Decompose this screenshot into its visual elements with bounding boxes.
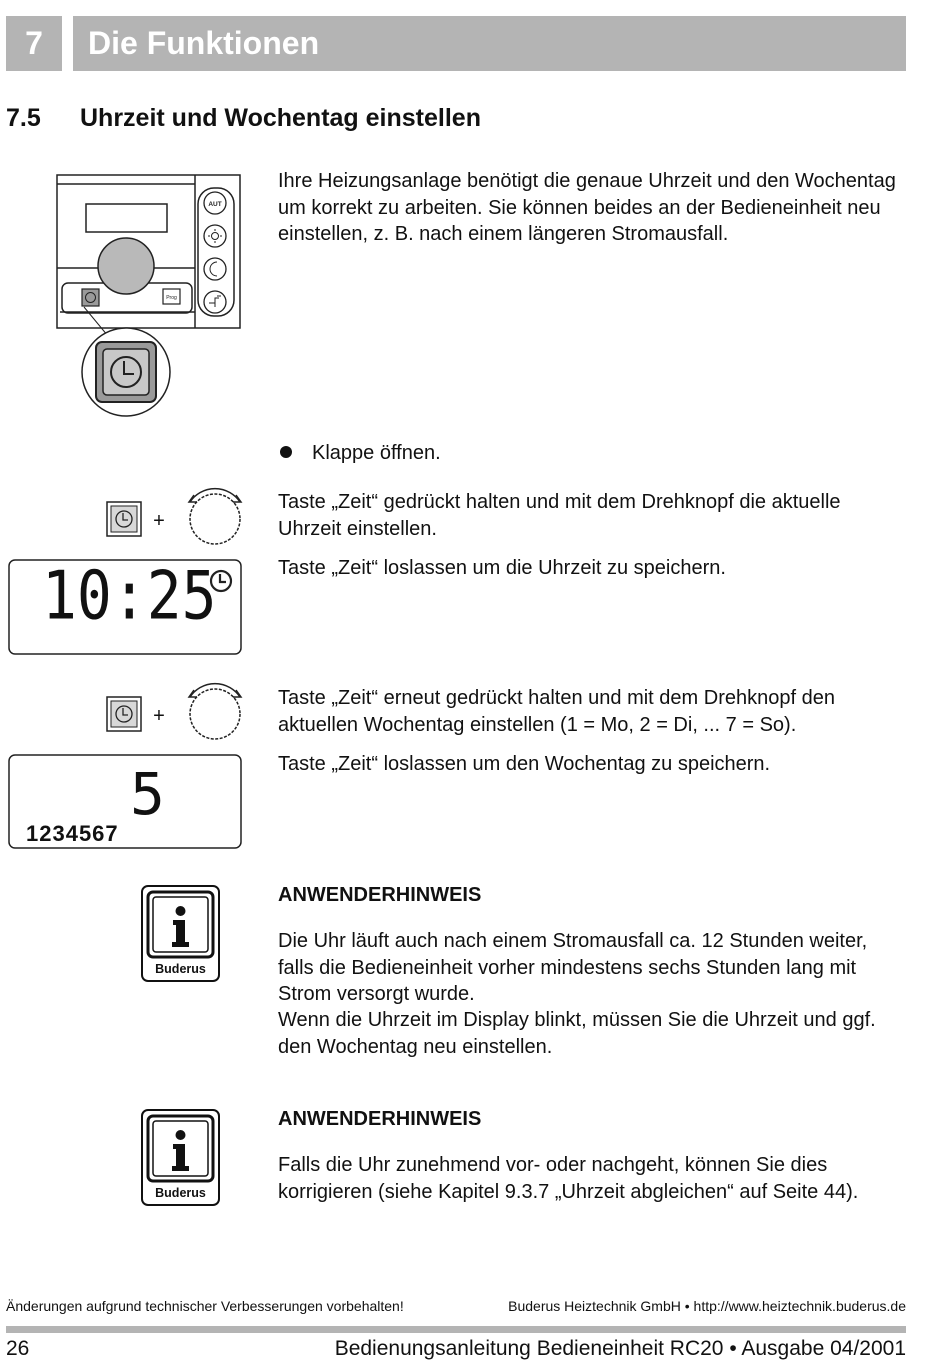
note2-text: Falls die Uhr zunehmend vor- oder nachgeht, können Sie dies korrigieren (siehe Kapitel 9.3.7 „Uhrzeit abgleichen“ auf Seite 44).: [278, 1154, 859, 1203]
plus-sign: +: [153, 510, 165, 532]
plus-sign-2: +: [153, 705, 165, 727]
weekday-row: 1234567: [26, 821, 119, 846]
buderus-logo-text-1: Buderus: [155, 962, 206, 976]
prog-label: Prog: [166, 295, 177, 301]
note2-heading: ANWENDERHINWEIS: [278, 1108, 482, 1130]
step2-text-release: Taste „Zeit“ loslassen um die Uhrzeit zu speichern.: [278, 557, 726, 579]
footer-document: Bedienungsanleitung Bedieneinheit RC20 • Ausgabe 04/2001: [334, 1337, 906, 1360]
time-display-value: 10:25: [42, 556, 217, 635]
step3-text-release: Taste „Zeit“ loslassen um den Wochentag zu speichern.: [278, 753, 771, 775]
section-title: Uhrzeit und Wochentag einstellen: [80, 104, 481, 132]
intro-text: Ihre Heizungsanlage benötigt die genaue Uhrzeit und den Wochentag um korrekt zu arbeiten. Sie können beides an der Bedieneinheit neu einstellen, z. B. nach einem längeren Stromausfall.: [278, 170, 896, 245]
chapter-title: Die Funktionen: [73, 16, 906, 71]
info-icon-2: [176, 1130, 186, 1140]
note1-text-a: Die Uhr läuft auch nach einem Stromausfall ca. 12 Stunden weiter, falls die Bedieneinheit vorher mindestens sechs Stunden lang mit Strom versorgt wurde.: [278, 930, 868, 1005]
step3-text-hold: Taste „Zeit“ erneut gedrückt halten und mit dem Drehknopf den aktuellen Wochentag einstellen (1 = Mo, 2 = Di, ... 7 = So).: [278, 687, 835, 736]
buderus-logo-text-2: Buderus: [155, 1186, 206, 1200]
day-display-value: 5: [130, 760, 165, 828]
note1-text-b: Wenn die Uhrzeit im Display blinkt, müssen Sie die Uhrzeit und ggf. den Wochentag neu einstellen.: [278, 1009, 876, 1058]
page-number: 26: [6, 1337, 30, 1360]
step2-text-hold: Taste „Zeit“ gedrückt halten und mit dem Drehknopf die aktuelle Uhrzeit einstellen.: [278, 491, 841, 540]
footer-disclaimer: Änderungen aufgrund technischer Verbesserungen vorbehalten!: [6, 1298, 404, 1314]
footer-company: Buderus Heiztechnik GmbH • http://www.heiztechnik.buderus.de: [508, 1298, 906, 1314]
section-number: 7.5: [6, 104, 41, 132]
note1-heading: ANWENDERHINWEIS: [278, 884, 482, 906]
aut-label: AUT: [208, 201, 222, 208]
chapter-number: 7: [6, 16, 62, 71]
bullet-klappe: Klappe öffnen.: [312, 442, 441, 464]
footer-rule: [6, 1326, 906, 1333]
